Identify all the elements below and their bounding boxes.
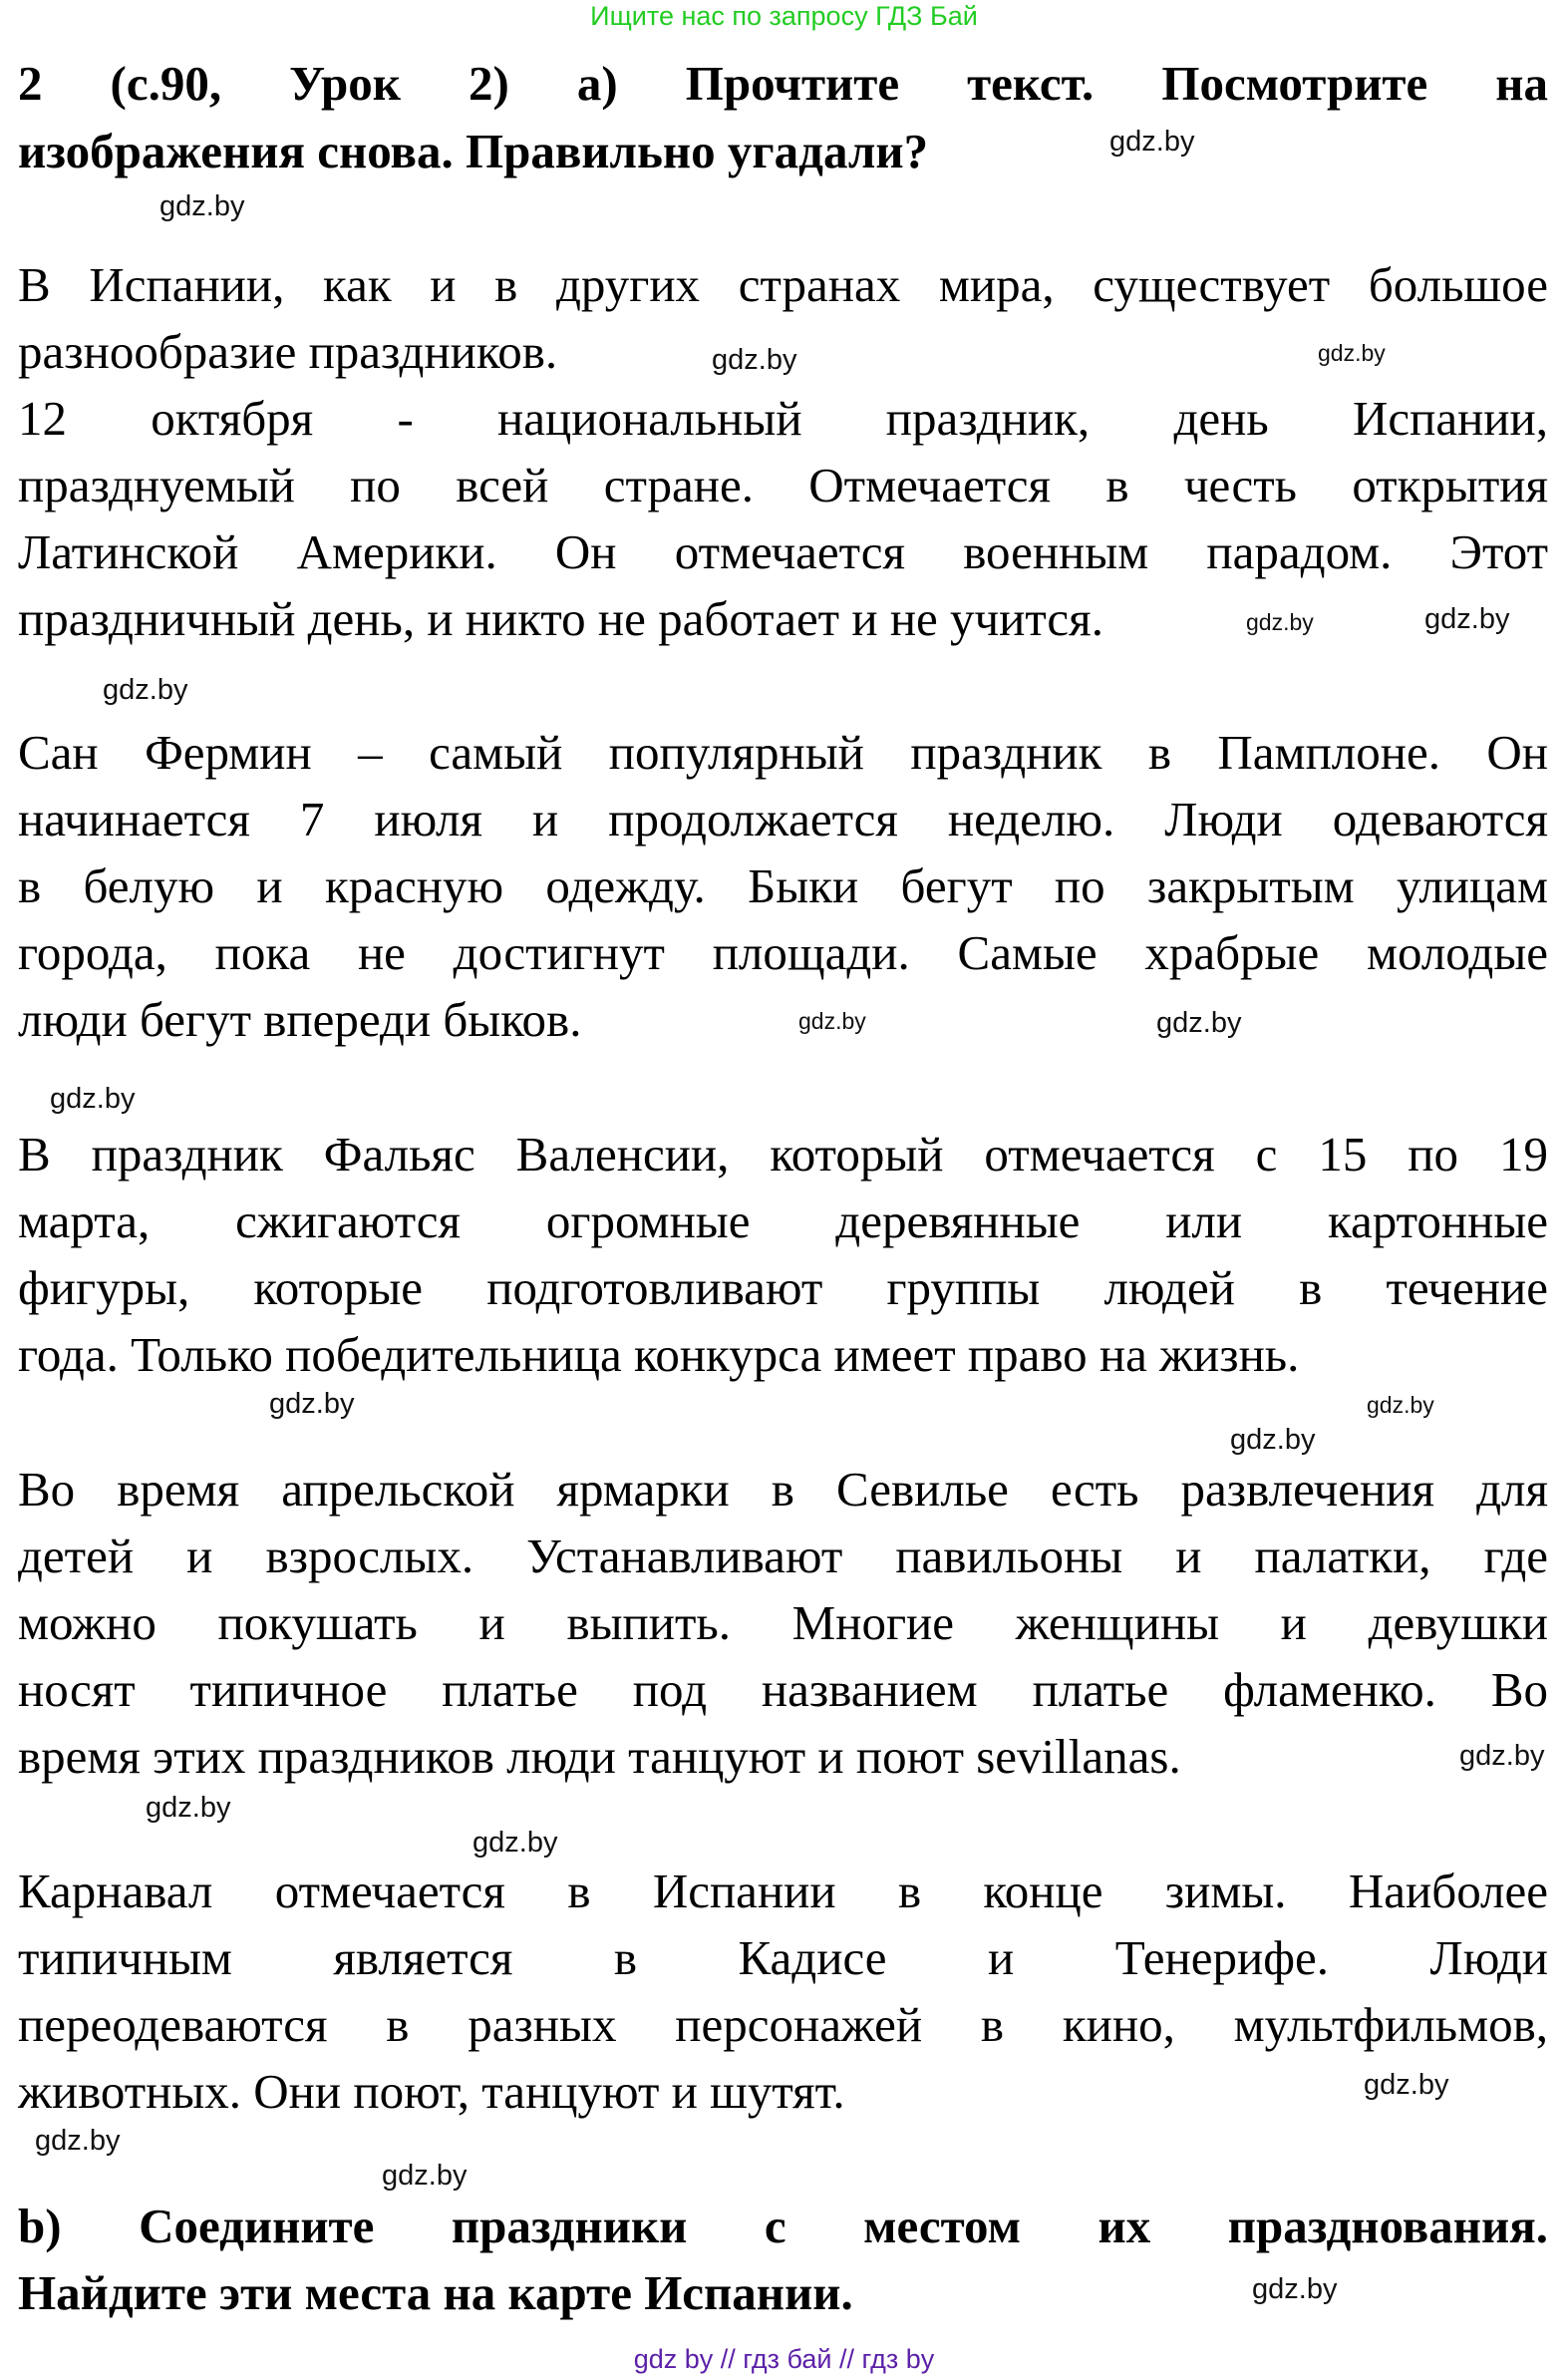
task-a-heading-line: 2 (с.90, Урок 2) а) Прочтите текст. Посмотрите на [18, 56, 1548, 111]
watermark: gdz.by [1364, 2069, 1449, 2101]
text-line: В праздник Фальяс Валенсии, который отмечается с 15 по 19 [18, 1127, 1548, 1182]
watermark: gdz.by [50, 1083, 136, 1115]
text-line: Сан Фермин – самый популярный праздник в Памплоне. Он [18, 725, 1548, 780]
watermark: gdz.by [103, 674, 188, 706]
text-line: празднуемый по всей стране. Отмечается в честь открытия [18, 458, 1548, 512]
text-line: носят типичное платье под названием платье фламенко. Во [18, 1662, 1548, 1717]
text-line: города, пока не достигнут площади. Самые храбрые молодые [18, 925, 1548, 980]
watermark: gdz.by [269, 1388, 355, 1420]
watermark: gdz.by [35, 2125, 121, 2157]
watermark: gdz.by [159, 190, 245, 222]
text-line: В Испании, как и в других странах мира, существует большое [18, 257, 1548, 312]
text-line: в белую и красную одежду. Быки бегут по закрытым улицам [18, 858, 1548, 913]
text-line: 12 октября - национальный праздник, день Испании, [18, 391, 1548, 446]
watermark: gdz.by [1424, 603, 1510, 635]
text-line: праздничный день, и никто не работает и не учится. [18, 591, 1103, 646]
text-line: Латинской Америки. Он отмечается военным парадом. Этот [18, 524, 1548, 579]
footer-watermark: gdz by // гдз бай // гдз by [633, 2344, 935, 2374]
watermark: gdz.by [1156, 1007, 1242, 1039]
text-line: переодеваются в разных персонажей в кино, мультфильмов, [18, 1997, 1548, 2052]
text-line: типичным является в Кадисе и Тенерифе. Люди [18, 1930, 1548, 1985]
watermark: gdz.by [1109, 126, 1195, 158]
watermark: gdz.by [382, 2160, 468, 2192]
task-b-heading-line: Найдите эти места на карте Испании. [18, 2265, 853, 2320]
text-line: года. Только победительница конкурса имеет право на жизнь. [18, 1327, 1300, 1382]
text-line: время этих праздников люди танцуют и поют sevillanas. [18, 1729, 1181, 1784]
watermark: gdz.by [1459, 1740, 1545, 1772]
text-line: марта, сжигаются огромные деревянные или картонные [18, 1193, 1548, 1248]
watermark: gdz.by [1252, 2273, 1338, 2305]
text-line: можно покушать и выпить. Многие женщины и девушки [18, 1595, 1548, 1650]
text-line: Карнавал отмечается в Испании в конце зимы. Наиболее [18, 1864, 1548, 1918]
text-line: детей и взрослых. Устанавливают павильоны и палатки, где [18, 1528, 1548, 1583]
watermark: gdz.by [1367, 1392, 1434, 1418]
task-a-heading-line: изображения снова. Правильно угадали? [18, 124, 929, 178]
text-line: начинается 7 июля и продолжается неделю. Люди одеваются [18, 792, 1548, 847]
search-hint-banner: Ищите нас по запросу ГДЗ Бай [590, 1, 978, 31]
watermark: gdz.by [1246, 609, 1314, 635]
text-line: Во время апрельской ярмарки в Севилье есть развлечения для [18, 1462, 1548, 1517]
text-line: фигуры, которые подготовливают группы людей в течение [18, 1260, 1548, 1315]
watermark: gdz.by [1230, 1424, 1316, 1456]
watermark: gdz.by [472, 1827, 558, 1859]
watermark: gdz.by [146, 1792, 231, 1824]
text-line: животных. Они поют, танцуют и шутят. [18, 2064, 845, 2119]
watermark: gdz.by [798, 1008, 866, 1034]
text-line: разнообразие праздников. [18, 324, 558, 379]
task-b-heading-line: b) Соедините праздники с местом их празднования. [18, 2199, 1548, 2253]
watermark: gdz.by [1318, 340, 1386, 366]
watermark: gdz.by [712, 344, 797, 376]
text-line: люди бегут впереди быков. [18, 992, 582, 1047]
